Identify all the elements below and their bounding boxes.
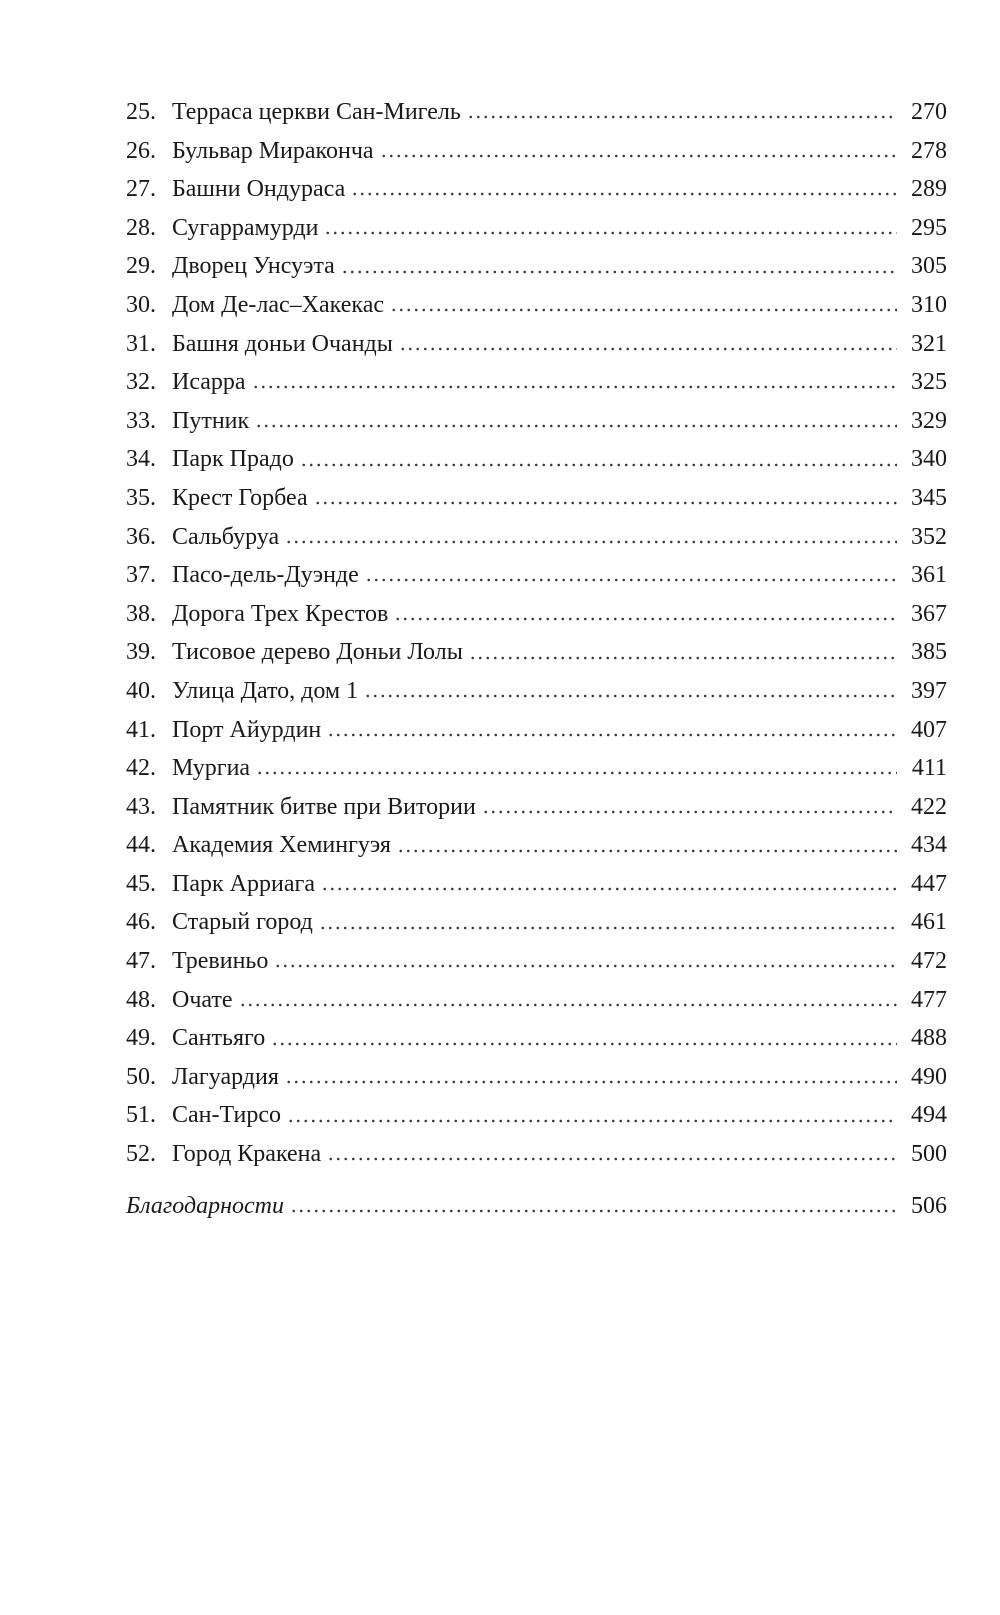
page-number: 270 bbox=[911, 99, 947, 125]
dot-leader bbox=[469, 648, 897, 668]
chapter-number: 52. bbox=[126, 1141, 156, 1168]
chapter-number: 32. bbox=[126, 369, 156, 396]
chapter-number: 30. bbox=[126, 291, 156, 318]
page-number: 329 bbox=[911, 407, 947, 434]
toc-entry[interactable] bbox=[126, 711, 947, 750]
chapter-number: 31. bbox=[126, 330, 156, 357]
chapter-number: 35. bbox=[126, 484, 156, 511]
dot-leader bbox=[314, 493, 897, 513]
page-number: 461 bbox=[911, 909, 947, 936]
toc-entry[interactable] bbox=[126, 556, 947, 595]
toc-entry[interactable] bbox=[126, 672, 947, 711]
chapter-title: Башня доньи Очанды bbox=[172, 330, 393, 357]
page-number: 500 bbox=[911, 1141, 947, 1168]
chapter-number: 46. bbox=[126, 909, 156, 936]
page-number: 397 bbox=[911, 677, 947, 704]
dot-leader bbox=[321, 879, 897, 899]
chapter-number: 51. bbox=[126, 1102, 156, 1129]
toc-entry[interactable] bbox=[126, 942, 947, 981]
chapter-number: 26. bbox=[126, 137, 156, 164]
page-number: 367 bbox=[911, 600, 947, 627]
page-number: 345 bbox=[911, 484, 947, 511]
toc-entry[interactable] bbox=[126, 749, 947, 788]
chapter-title: Путник bbox=[172, 407, 250, 434]
dot-leader bbox=[255, 416, 897, 436]
chapter-number: 33. bbox=[126, 407, 156, 434]
chapter-title: Город Кракена bbox=[172, 1141, 322, 1168]
page-number: 490 bbox=[911, 1063, 947, 1090]
dot-leader bbox=[341, 262, 897, 282]
dot-leader bbox=[467, 107, 897, 127]
chapter-number: 37. bbox=[126, 562, 156, 589]
dot-leader bbox=[397, 841, 897, 861]
chapter-title: Исарра bbox=[172, 369, 246, 396]
chapter-number: 38. bbox=[126, 600, 156, 627]
toc-entry[interactable] bbox=[126, 1058, 947, 1097]
chapter-number: 41. bbox=[126, 716, 156, 743]
chapter-title: Тисовое дерево Доньи Лолы bbox=[172, 639, 463, 666]
chapter-number: 40. bbox=[126, 677, 156, 704]
toc-entry[interactable] bbox=[126, 440, 947, 479]
page-number: 434 bbox=[911, 832, 947, 859]
dot-leader bbox=[256, 763, 897, 783]
chapter-number: 39. bbox=[126, 639, 156, 666]
dot-leader bbox=[285, 1072, 897, 1092]
toc-entry[interactable] bbox=[126, 518, 947, 557]
chapter-title: Памятник битве при Витории bbox=[172, 793, 476, 820]
chapter-title: Сугаррамурди bbox=[172, 214, 319, 241]
chapter-number: 42. bbox=[126, 755, 156, 782]
page-number: 447 bbox=[911, 870, 947, 897]
page-number: 488 bbox=[911, 1025, 947, 1052]
dot-leader bbox=[364, 686, 897, 706]
toc-entry[interactable] bbox=[126, 93, 947, 132]
toc-entry[interactable] bbox=[126, 247, 947, 286]
chapter-title: Мургиа bbox=[172, 755, 251, 782]
chapter-title: Сальбуруа bbox=[172, 523, 280, 550]
page-number: 340 bbox=[911, 446, 947, 473]
dot-leader bbox=[324, 223, 897, 243]
toc-entry[interactable] bbox=[126, 903, 947, 942]
toc-entry[interactable] bbox=[126, 1019, 947, 1058]
chapter-number: 27. bbox=[126, 176, 156, 203]
toc-entry[interactable] bbox=[126, 132, 947, 171]
page-number: 325 bbox=[911, 369, 947, 396]
toc-entry[interactable] bbox=[126, 170, 947, 209]
dot-leader bbox=[380, 146, 897, 166]
chapter-number: 49. bbox=[126, 1025, 156, 1052]
page-number: 472 bbox=[911, 948, 947, 975]
toc-entry[interactable] bbox=[126, 826, 947, 865]
toc-entry[interactable] bbox=[126, 1135, 947, 1174]
toc-entry[interactable] bbox=[126, 479, 947, 518]
dot-leader bbox=[482, 802, 897, 822]
dot-leader bbox=[327, 1149, 897, 1169]
page-number: 422 bbox=[911, 793, 947, 820]
chapter-title: Порт Айурдин bbox=[172, 716, 322, 743]
chapter-number: 44. bbox=[126, 832, 156, 859]
chapter-title: Дворец Унсуэта bbox=[172, 253, 335, 280]
page-number: 411 bbox=[911, 755, 947, 782]
page-number: 385 bbox=[911, 639, 947, 666]
page-number: 310 bbox=[911, 291, 947, 318]
chapter-title: Башни Ондураса bbox=[172, 176, 346, 203]
chapter-number: 29. bbox=[126, 253, 156, 280]
chapter-title: Пасо-дель-Дуэнде bbox=[172, 562, 359, 589]
dot-leader bbox=[365, 570, 897, 590]
page-number: 352 bbox=[911, 523, 947, 550]
chapter-number: 50. bbox=[126, 1063, 156, 1090]
page-number: 361 bbox=[911, 562, 947, 589]
acknowledgements-page: 506 bbox=[911, 1193, 947, 1219]
toc-entry[interactable] bbox=[126, 788, 947, 827]
toc-entry[interactable] bbox=[126, 209, 947, 248]
chapter-title: Дорога Трех Крестов bbox=[172, 600, 389, 627]
chapter-title: Крест Горбеа bbox=[172, 484, 308, 511]
chapter-number: 43. bbox=[126, 793, 156, 820]
chapter-title: Терраса церкви Сан-Мигель bbox=[172, 99, 461, 125]
chapter-title: Бульвар Мираконча bbox=[172, 137, 374, 164]
page-number: 321 bbox=[911, 330, 947, 357]
toc-entry[interactable] bbox=[126, 363, 947, 402]
chapter-number: 28. bbox=[126, 214, 156, 241]
chapter-number: 48. bbox=[126, 986, 156, 1013]
dot-leader bbox=[319, 918, 897, 938]
chapter-title: Сан-Тирсо bbox=[172, 1102, 282, 1129]
chapter-number: 45. bbox=[126, 870, 156, 897]
dot-leader bbox=[300, 455, 897, 475]
page-number: 278 bbox=[911, 137, 947, 164]
toc-entry[interactable] bbox=[126, 286, 947, 325]
dot-leader bbox=[239, 995, 897, 1015]
page-number: 407 bbox=[911, 716, 947, 743]
chapter-number: 36. bbox=[126, 523, 156, 550]
chapter-title: Парк Прадо bbox=[172, 446, 294, 473]
dot-leader bbox=[290, 1201, 897, 1221]
page-number: 305 bbox=[911, 253, 947, 280]
chapter-title: Дом Де-лас–Хакекас bbox=[172, 291, 384, 318]
dot-leader bbox=[274, 956, 897, 976]
toc-entry[interactable] bbox=[126, 325, 947, 364]
chapter-title: Сантьяго bbox=[172, 1025, 266, 1052]
chapter-number: 47. bbox=[126, 948, 156, 975]
table-of-contents bbox=[126, 93, 947, 1174]
chapter-title: Тревиньо bbox=[172, 948, 269, 975]
chapter-number: 25. bbox=[126, 99, 156, 125]
dot-leader bbox=[252, 377, 897, 397]
dot-leader bbox=[327, 725, 897, 745]
chapter-title: Старый город bbox=[172, 909, 313, 936]
chapter-title: Улица Дато, дом 1 bbox=[172, 677, 359, 704]
page-number: 289 bbox=[911, 176, 947, 203]
toc-entry[interactable] bbox=[126, 865, 947, 904]
chapter-title: Очате bbox=[172, 986, 233, 1013]
dot-leader bbox=[351, 184, 897, 204]
dot-leader bbox=[271, 1034, 897, 1054]
dot-leader bbox=[287, 1111, 897, 1131]
chapter-title: Парк Арриага bbox=[172, 870, 315, 897]
page-number: 477 bbox=[911, 986, 947, 1013]
dot-leader bbox=[394, 609, 897, 629]
dot-leader bbox=[285, 532, 897, 552]
dot-leader bbox=[390, 300, 897, 320]
toc-entry[interactable] bbox=[126, 1096, 947, 1135]
acknowledgements-entry[interactable] bbox=[126, 1187, 947, 1226]
chapter-number: 34. bbox=[126, 446, 156, 473]
chapter-title: Лагуардия bbox=[172, 1063, 279, 1090]
toc-entry[interactable] bbox=[126, 595, 947, 634]
toc-entry[interactable] bbox=[126, 633, 947, 672]
page-number: 494 bbox=[911, 1102, 947, 1129]
chapter-title: Академия Хемингуэя bbox=[172, 832, 391, 859]
toc-entry[interactable] bbox=[126, 402, 947, 441]
dot-leader bbox=[399, 339, 897, 359]
acknowledgements-title: Благодарности bbox=[126, 1193, 284, 1219]
page-number: 295 bbox=[911, 214, 947, 241]
toc-entry[interactable] bbox=[126, 981, 947, 1020]
